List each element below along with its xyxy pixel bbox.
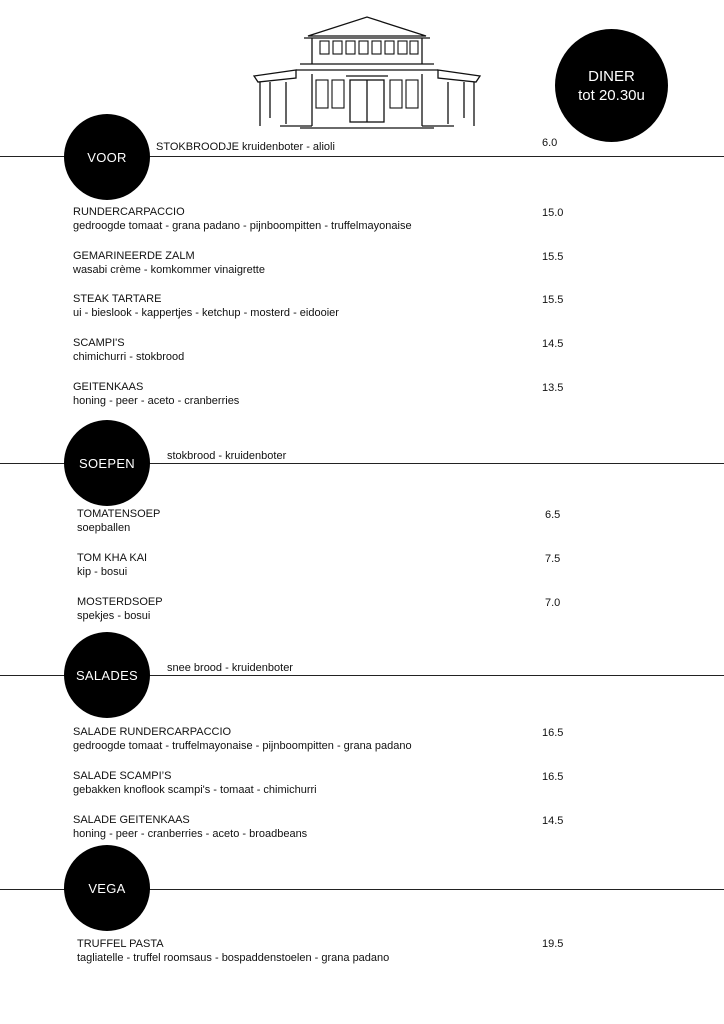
item-name: SALADE SCAMPI’S xyxy=(73,770,172,782)
item-price: 16.5 xyxy=(542,727,564,739)
item-desc: chimichurri - stokbrood xyxy=(73,351,185,363)
section-note-soepen: stokbrood - kruidenboter xyxy=(167,450,287,462)
note-desc: kruidenboter - alioli xyxy=(242,141,335,153)
item-name: TOMATENSOEP xyxy=(77,508,161,520)
restaurant-building-logo xyxy=(250,14,482,134)
section-badge-salades xyxy=(64,632,150,718)
item-price: 14.5 xyxy=(542,338,564,350)
item-price: 14.5 xyxy=(542,815,564,827)
item-desc: honing - peer - aceto - cranberries xyxy=(73,395,240,407)
item-desc: soepballen xyxy=(77,522,131,534)
item-desc: gedroogde tomaat - truffelmayonaise - pijnboompitten - grana padano xyxy=(73,740,412,752)
item-price: 19.5 xyxy=(542,938,564,950)
section-label: SALADES xyxy=(75,667,139,683)
item-name: STEAK TARTARE xyxy=(73,293,162,305)
item-price: 6.5 xyxy=(545,509,561,521)
section-label: SOEPEN xyxy=(79,455,135,471)
note-price-voor: 6.0 xyxy=(542,137,558,149)
item-price: 7.5 xyxy=(545,553,561,565)
item-desc: gebakken knoflook scampi's - tomaat - chimichurri xyxy=(73,784,317,796)
badge-line-1: DINER xyxy=(588,67,635,85)
item-name: TRUFFEL PASTA xyxy=(77,938,164,950)
section-badge-voor xyxy=(64,114,150,200)
item-desc: kip - bosui xyxy=(77,566,128,578)
item-name: GEMARINEERDE ZALM xyxy=(73,250,195,262)
item-desc: ui - bieslook - kappertjes - ketchup - mosterd - eidooier xyxy=(73,307,339,319)
item-name: SALADE RUNDERCARPACCIO xyxy=(73,726,232,738)
section-note-voor xyxy=(156,140,335,154)
item-name: RUNDERCARPACCIO xyxy=(73,206,185,218)
badge-line-2: tot 20.30u xyxy=(578,86,645,104)
section-label: VEGA xyxy=(88,880,126,896)
section-badge-vega xyxy=(64,845,150,931)
note-name: STOKBROODJE xyxy=(156,141,239,153)
item-price: 15.0 xyxy=(542,207,564,219)
section-note-salades: snee brood - kruidenboter xyxy=(167,662,293,674)
item-desc: gedroogde tomaat - grana padano - pijnboompitten - truffelmayonaise xyxy=(73,220,412,232)
item-desc: wasabi crème - komkommer vinaigrette xyxy=(73,264,265,276)
item-price: 15.5 xyxy=(542,251,564,263)
dinner-time-badge xyxy=(555,29,668,142)
item-name: GEITENKAAS xyxy=(73,381,144,393)
item-name: TOM KHA KAI xyxy=(77,552,148,564)
section-label: VOOR xyxy=(87,149,127,165)
section-badge-soepen xyxy=(64,420,150,506)
item-name: MOSTERDSOEP xyxy=(77,596,163,608)
item-name: SALADE GEITENKAAS xyxy=(73,814,190,826)
item-price: 13.5 xyxy=(542,382,564,394)
item-price: 15.5 xyxy=(542,294,564,306)
item-price: 16.5 xyxy=(542,771,564,783)
item-price: 7.0 xyxy=(545,597,561,609)
item-desc: spekjes - bosui xyxy=(77,610,151,622)
item-name: SCAMPI'S xyxy=(73,337,125,349)
item-desc: honing - peer - cranberries - aceto - broadbeans xyxy=(73,828,308,840)
item-desc: tagliatelle - truffel roomsaus - bospaddenstoelen - grana padano xyxy=(77,952,390,964)
